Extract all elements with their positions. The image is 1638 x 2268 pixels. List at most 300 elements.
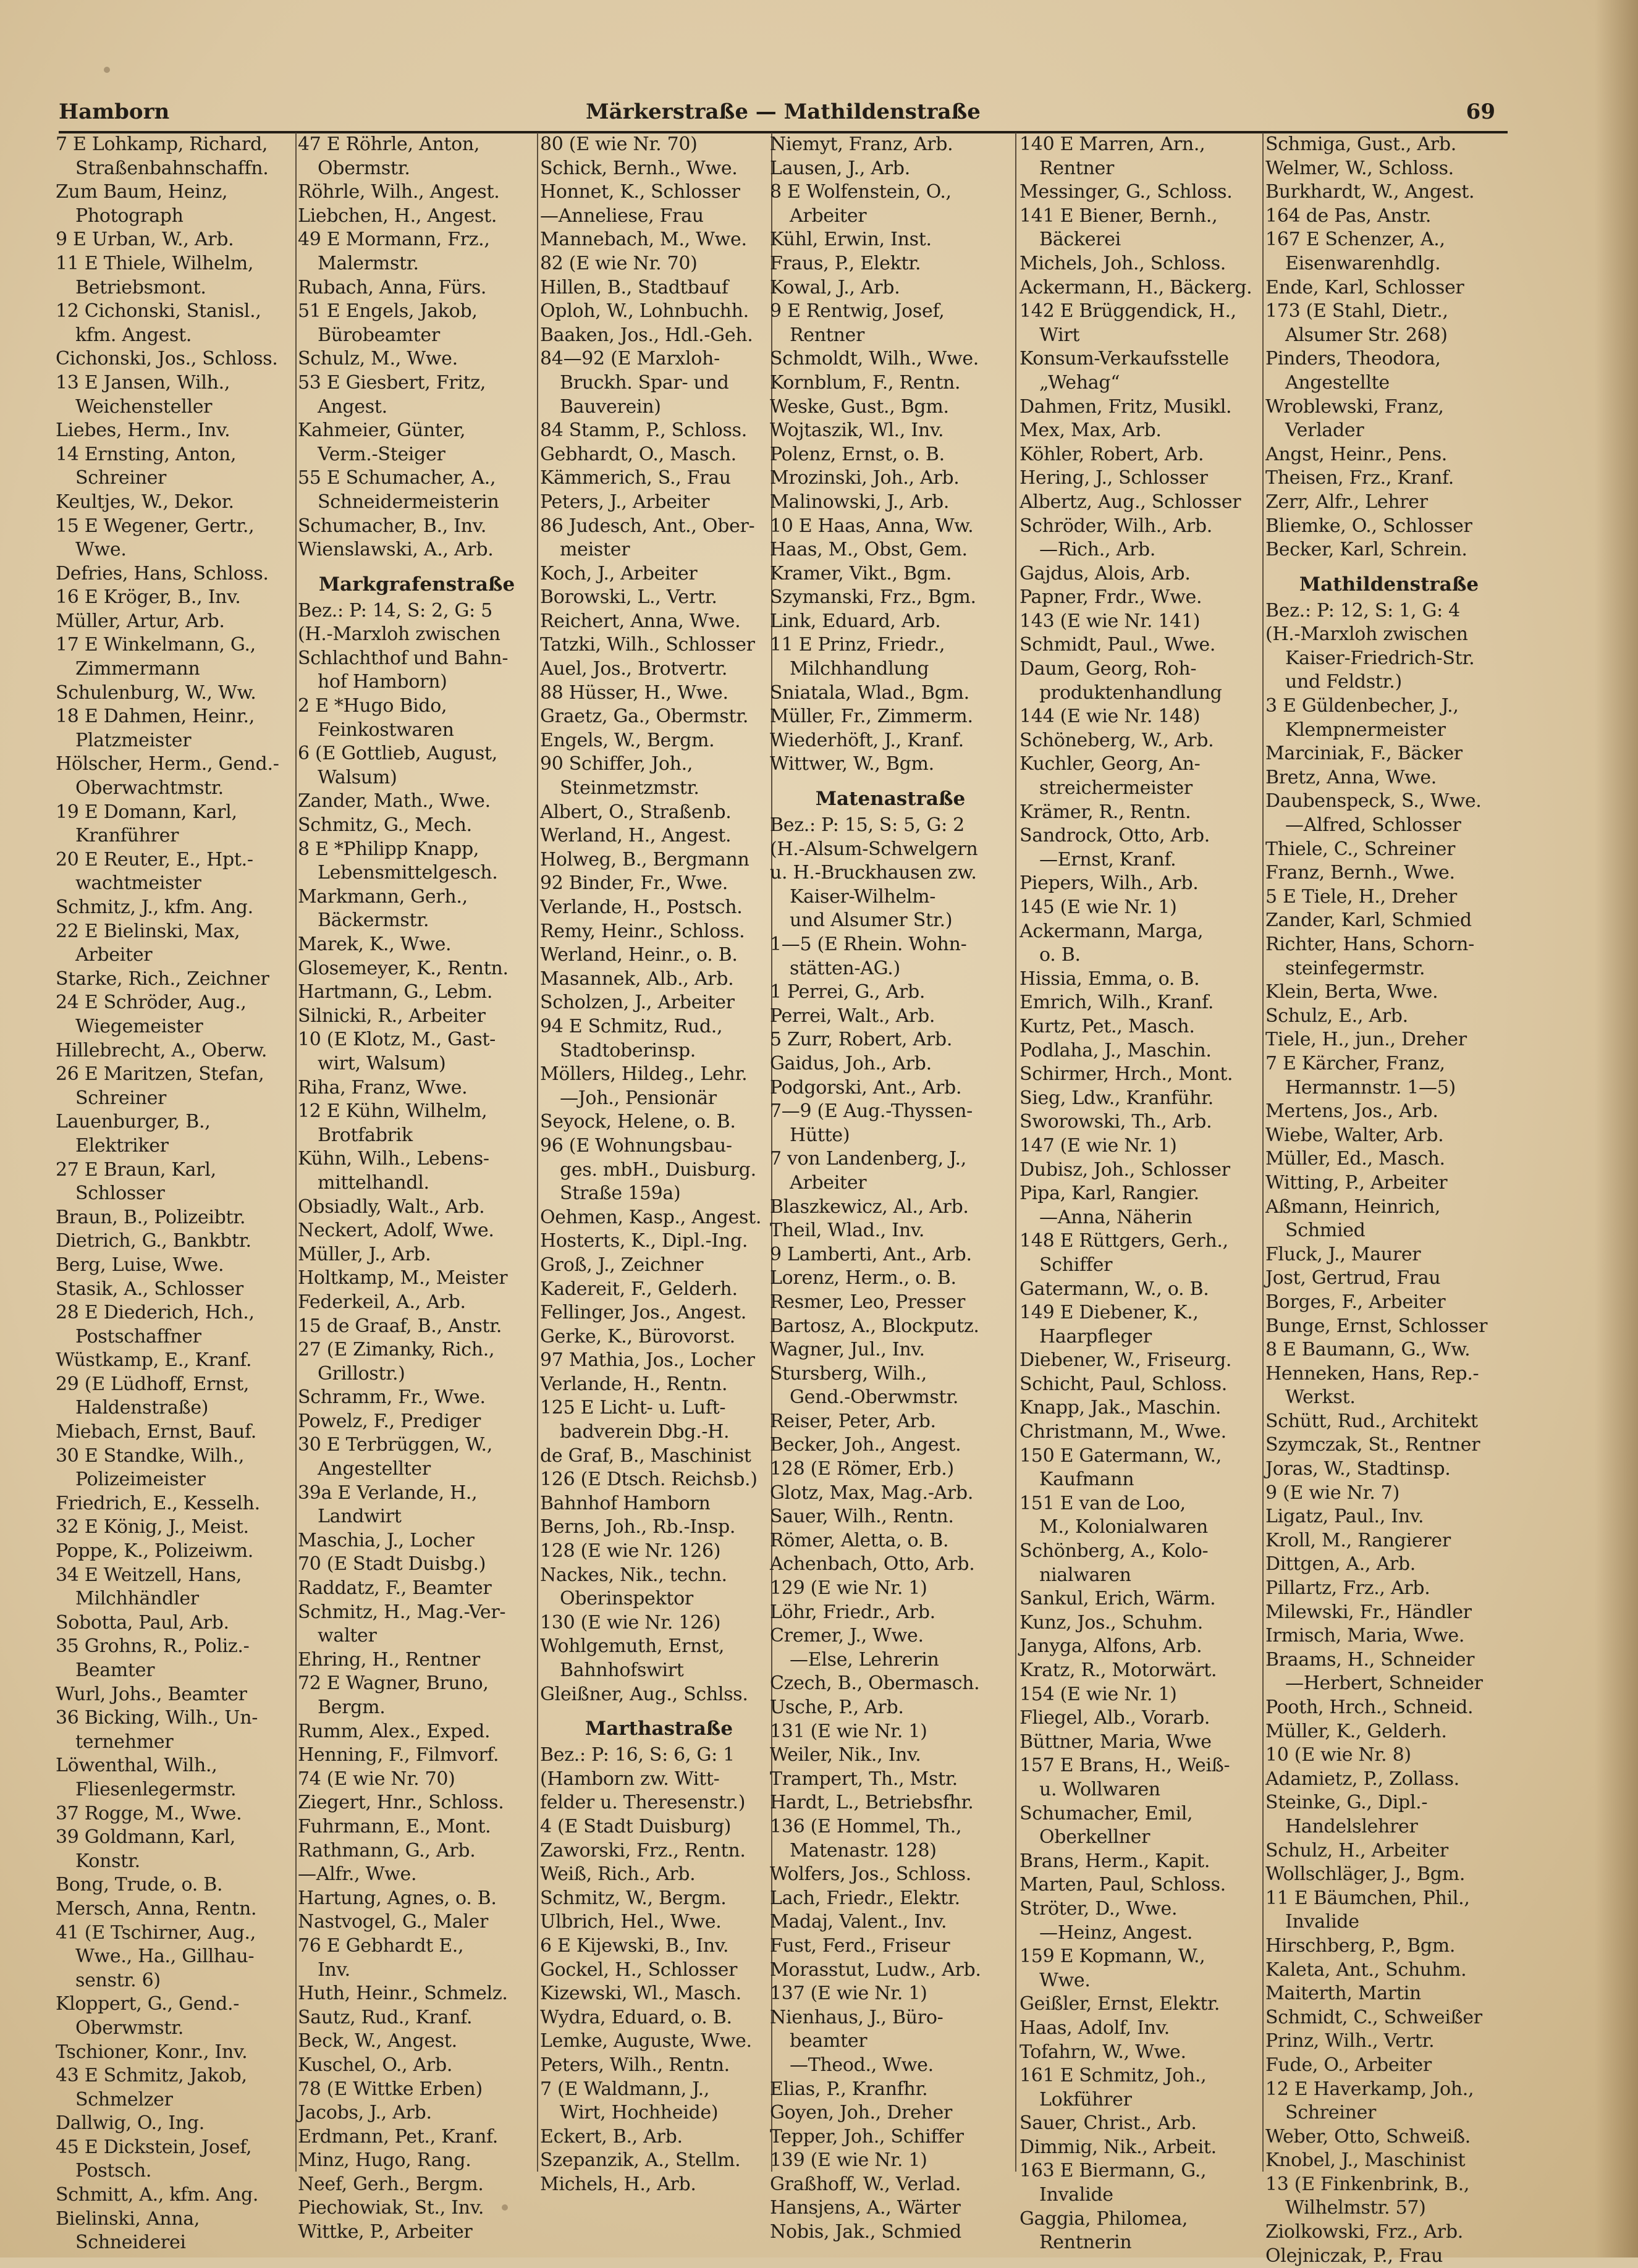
directory-entry: Ende, Karl, Schlosser: [1265, 276, 1464, 298]
entry-continuation: Oberwachtmstr.: [75, 777, 224, 799]
directory-entry: 19 E Domann, Karl,: [56, 801, 237, 823]
directory-entry: 88 Hüsser, H., Wwe.: [540, 681, 728, 704]
directory-entry: Liebes, Herm., Inv.: [56, 419, 230, 442]
page-number: 69: [1466, 99, 1495, 124]
directory-entry: Klein, Berta, Wwe.: [1265, 981, 1438, 1003]
directory-entry: Kahmeier, Günter,: [298, 419, 466, 442]
directory-entry: 28 E Diederich, Hch.,: [56, 1302, 255, 1324]
entry-continuation: wirt, Walsum): [318, 1052, 446, 1074]
directory-entry: Dubisz, Joh., Schlosser: [1020, 1158, 1230, 1181]
directory-entry: Henneken, Hans, Rep.-: [1265, 1362, 1479, 1385]
directory-entry: Gockel, H., Schlosser: [540, 1958, 738, 1981]
column-6: [1265, 133, 1513, 2267]
directory-entry: Konsum-Verkaufsstelle: [1020, 348, 1229, 370]
entry-continuation: —Joh., Pensionär: [560, 1087, 717, 1109]
directory-entry: Weiler, Nik., Inv.: [770, 1744, 921, 1766]
directory-entry: Papner, Frdr., Wwe.: [1020, 586, 1202, 609]
page-edge-shadow: [1595, 0, 1638, 2257]
directory-entry: Bez.: P: 15, S: 5, G: 2: [770, 814, 965, 837]
directory-entry: Graßhoff, W., Verlad.: [770, 2173, 961, 2195]
entry-continuation: nialwaren: [1039, 1564, 1131, 1586]
directory-entry: Dallwig, O., Ing.: [56, 2112, 205, 2135]
directory-entry: Nastvogel, G., Maler: [298, 1911, 489, 1933]
directory-entry: 41 (E Tschirner, Aug.,: [56, 1921, 256, 1944]
street-heading: Matenastraße: [815, 788, 966, 811]
directory-entry: 47 E Röhrle, Anton,: [298, 133, 480, 155]
entry-continuation: Wiegemeister: [75, 1015, 203, 1037]
directory-entry: Stasik, A., Schlosser: [56, 1278, 243, 1300]
directory-entry: Schulz, M., Wwe.: [298, 348, 458, 370]
directory-entry: Steinke, G., Dipl.-: [1265, 1792, 1428, 1814]
directory-entry: Perrei, Walt., Arb.: [770, 1005, 935, 1027]
directory-entry: Röhrle, Wilh., Angest.: [298, 181, 500, 203]
column-2: [298, 133, 536, 2246]
directory-entry: 90 Schiffer, Joh.,: [540, 753, 693, 775]
directory-entry: Gleißner, Aug., Schlss.: [540, 1683, 748, 1705]
directory-entry: Glosemeyer, K., Rentn.: [298, 957, 509, 979]
directory-entry: Löwenthal, Wilh.,: [56, 1755, 217, 1777]
directory-entry: Zander, Math., Wwe.: [298, 790, 491, 812]
directory-entry: Hissia, Emma, o. B.: [1020, 967, 1200, 990]
directory-entry: 126 (E Dtsch. Reichsb.): [540, 1469, 758, 1491]
directory-entry: Nackes, Nik., techn.: [540, 1564, 727, 1586]
directory-entry: 5 E Tiele, H., Dreher: [1265, 885, 1457, 908]
directory-entry: Becker, Karl, Schrein.: [1265, 539, 1467, 561]
directory-entry: 49 E Mormann, Frz.,: [298, 229, 490, 251]
directory-entry: Michels, Joh., Schloss.: [1020, 252, 1226, 274]
entry-continuation: Alsumer Str. 268): [1285, 324, 1448, 346]
directory-entry: 151 E van de Loo,: [1020, 1492, 1186, 1514]
directory-entry: Friedrich, E., Kesselh.: [56, 1492, 260, 1514]
directory-entry: Fust, Ferd., Friseur: [770, 1934, 950, 1957]
entry-continuation: Photograph: [75, 204, 184, 227]
directory-entry: 9 E Rentwig, Josef,: [770, 300, 945, 322]
entry-continuation: Klempnermeister: [1285, 719, 1446, 741]
directory-entry: 30 E Standke, Wilh.,: [56, 1444, 245, 1467]
directory-entry: Berg, Luise, Wwe.: [56, 1254, 224, 1276]
directory-entry: Henning, F., Filmvorf.: [298, 1744, 499, 1766]
entry-continuation: Kaiser-Wilhelm-: [790, 885, 936, 908]
directory-entry: Lorenz, Herm., o. B.: [770, 1267, 956, 1289]
directory-entry: 74 (E wie Nr. 70): [298, 1768, 455, 1790]
directory-entry: Honnet, K., Schlosser: [540, 181, 740, 203]
entry-continuation: Kaiser-Friedrich-Str.: [1285, 647, 1475, 669]
entry-continuation: Schmied: [1285, 1220, 1366, 1242]
directory-entry: Irmisch, Maria, Wwe.: [1265, 1625, 1465, 1647]
column-rule: [1262, 133, 1264, 2172]
directory-entry: Pinders, Theodora,: [1265, 348, 1441, 370]
directory-entry: Michels, H., Arb.: [540, 2173, 696, 2195]
directory-entry: 163 E Biermann, G.,: [1020, 2160, 1207, 2182]
directory-entry: 76 E Gebhardt E.,: [298, 1934, 464, 1957]
directory-entry: 1—5 (E Rhein. Wohn-: [770, 934, 967, 955]
directory-entry: Piechowiak, St., Inv.: [298, 2197, 484, 2219]
directory-entry: 139 (E wie Nr. 1): [770, 2149, 927, 2172]
directory-entry: Defries, Hans, Schloss.: [56, 562, 269, 584]
directory-entry: 34 E Weitzell, Hans,: [56, 1564, 242, 1586]
entry-continuation: Milchhandlung: [790, 658, 929, 680]
column-rule: [537, 133, 538, 2172]
directory-entry: Lach, Friedr., Elektr.: [770, 1887, 960, 1909]
directory-entry: 2 E *Hugo Bido,: [298, 695, 447, 717]
entry-continuation: Hermannstr. 1—5): [1285, 1076, 1456, 1098]
directory-entry: Angst, Heinr., Pens.: [1265, 443, 1448, 465]
directory-entry: Bartosz, A., Blockputz.: [770, 1315, 979, 1337]
directory-entry: Fude, O., Arbeiter: [1265, 2054, 1432, 2076]
entry-continuation: wachtmeister: [75, 872, 201, 895]
entry-continuation: streichermeister: [1039, 777, 1193, 799]
directory-entry: Schmitz, G., Mech.: [298, 814, 472, 837]
column-3: [540, 133, 778, 2246]
directory-entry: Verlande, H., Postsch.: [540, 896, 743, 918]
directory-entry: Fellinger, Jos., Angest.: [540, 1302, 746, 1324]
directory-entry: Auel, Jos., Brotvertr.: [540, 658, 728, 680]
directory-entry: Franz, Bernh., Wwe.: [1265, 862, 1455, 884]
directory-entry: 22 E Bielinski, Max,: [56, 920, 240, 942]
directory-entry: Mannebach, M., Wwe.: [540, 229, 747, 251]
directory-entry: Schmidt, C., Schweißer: [1265, 2006, 1482, 2028]
directory-entry: 84—92 (E Marxloh-: [540, 348, 720, 370]
directory-entry: Braun, B., Polizeibtr.: [56, 1206, 246, 1228]
directory-entry: 97 Mathia, Jos., Locher: [540, 1349, 755, 1372]
directory-entry: 173 (E Stahl, Dietr.,: [1265, 300, 1448, 322]
directory-entry: Bretz, Anna, Wwe.: [1265, 766, 1437, 788]
directory-entry: 13 E Jansen, Wilh.,: [56, 371, 230, 394]
directory-entry: 140 E Marren, Arn.,: [1020, 133, 1205, 155]
entry-continuation: Elektriker: [75, 1134, 169, 1157]
directory-entry: Kratz, R., Motorwärt.: [1020, 1659, 1217, 1681]
directory-entry: Weiß, Rich., Arb.: [540, 1863, 696, 1886]
directory-entry: Fluck, J., Maurer: [1265, 1243, 1421, 1265]
entry-continuation: Bergm.: [318, 1697, 386, 1718]
entry-continuation: Arbeiter: [75, 944, 153, 966]
directory-entry: Hering, J., Schlosser: [1020, 467, 1208, 489]
directory-entry: 157 E Brans, H., Weiß-: [1020, 1755, 1230, 1777]
directory-entry: de Graf, B., Maschinist: [540, 1444, 751, 1467]
directory-entry: Werland, Heinr., o. B.: [540, 944, 738, 966]
entry-continuation: Wwe.: [1039, 1969, 1091, 1991]
directory-entry: 26 E Maritzen, Stefan,: [56, 1063, 264, 1086]
directory-entry: Gatermann, W., o. B.: [1020, 1278, 1209, 1300]
directory-entry: Bez.: P: 16, S: 6, G: 1: [540, 1744, 735, 1766]
entry-continuation: ges. mbH., Duisburg.: [560, 1158, 756, 1181]
directory-entry: felder u. Theresenstr.): [540, 1792, 746, 1814]
directory-entry: Haas, M., Obst, Gem.: [770, 539, 968, 561]
directory-entry: Mertens, Jos., Arb.: [1265, 1100, 1438, 1123]
directory-entry: Köhler, Robert, Arb.: [1020, 443, 1204, 465]
directory-entry: Löhr, Friedr., Arb.: [770, 1601, 935, 1623]
directory-entry: Ligatz, Paul., Inv.: [1265, 1506, 1424, 1528]
directory-entry: Holtkamp, M., Meister: [298, 1267, 508, 1289]
entry-continuation: Arbeiter: [790, 204, 867, 227]
directory-entry: Dietrich, G., Bankbtr.: [56, 1230, 251, 1252]
directory-entry: Sauer, Christ., Arb.: [1020, 2112, 1197, 2135]
entry-continuation: Bürobeamter: [318, 324, 440, 346]
directory-entry: Peters, J., Arbeiter: [540, 491, 710, 513]
directory-entry: Kloppert, G., Gend.-: [56, 1993, 240, 2015]
directory-entry: 53 E Giesbert, Fritz,: [298, 371, 486, 394]
directory-entry: Ackermann, Marga,: [1020, 920, 1204, 942]
directory-entry: 167 E Schenzer, A.,: [1265, 229, 1445, 251]
entry-continuation: mittelhandl.: [318, 1171, 429, 1194]
directory-entry: Kämmerich, S., Frau: [540, 467, 731, 489]
directory-entry: Raddatz, F., Beamter: [298, 1577, 492, 1600]
directory-entry: Zander, Karl, Schmied: [1265, 909, 1472, 932]
directory-entry: Kadereit, F., Gelderh.: [540, 1278, 738, 1300]
directory-entry: Schick, Bernh., Wwe.: [540, 157, 738, 179]
directory-entry: 148 E Rüttgers, Gerh.,: [1020, 1230, 1228, 1252]
entry-continuation: Schreiner: [75, 1087, 167, 1109]
directory-entry: Theisen, Frz., Kranf.: [1265, 467, 1454, 489]
directory-entry: 11 E Thiele, Wilhelm,: [56, 252, 254, 274]
directory-entry: Ackermann, H., Bäckerg.: [1020, 276, 1252, 298]
directory-entry: Müller, Ed., Masch.: [1265, 1148, 1445, 1170]
directory-entry: Wurl, Johs., Beamter: [56, 1683, 247, 1705]
directory-entry: Pooth, Hrch., Schneid.: [1265, 1697, 1474, 1718]
entry-continuation: Betriebsmont.: [75, 276, 206, 298]
directory-entry: Goyen, Joh., Dreher: [770, 2102, 953, 2124]
directory-entry: Borges, F., Arbeiter: [1265, 1291, 1446, 1313]
directory-entry: Bez.: P: 12, S: 1, G: 4: [1265, 599, 1460, 622]
directory-entry: Neef, Gerh., Bergm.: [298, 2173, 484, 2195]
directory-entry: Burkhardt, W., Angest.: [1265, 181, 1475, 203]
directory-entry: Gerke, K., Bürovorst.: [540, 1325, 735, 1347]
directory-entry: 1 Perrei, G., Arb.: [770, 981, 926, 1003]
directory-entry: 18 E Dahmen, Heinr.,: [56, 706, 255, 728]
directory-entry: 36 Bicking, Wilh., Un-: [56, 1707, 258, 1729]
directory-entry: Tepper, Joh., Schiffer: [770, 2125, 964, 2148]
directory-entry: Möllers, Hildeg., Lehr.: [540, 1063, 748, 1086]
directory-entry: Malinowski, J., Arb.: [770, 491, 950, 513]
directory-entry: Kuschel, O., Arb.: [298, 2054, 453, 2076]
directory-entry: Niemyt, Franz, Arb.: [770, 133, 953, 155]
directory-entry: Nienhaus, J., Büro-: [770, 2006, 944, 2028]
entry-continuation: Postschaffner: [75, 1325, 201, 1347]
directory-entry: Jost, Gertrud, Frau: [1265, 1267, 1441, 1289]
directory-entry: Hillen, B., Stadtbauf: [540, 276, 728, 298]
directory-entry: Rumm, Alex., Exped.: [298, 1720, 491, 1742]
directory-entry: 80 (E wie Nr. 70): [540, 133, 698, 155]
directory-entry: 8 E *Philipp Knapp,: [298, 838, 479, 860]
entry-continuation: Rentnerin: [1039, 2232, 1132, 2254]
directory-entry: Nobis, Jak., Schmied: [770, 2221, 961, 2243]
directory-entry: Olejniczak, P., Frau: [1265, 2245, 1443, 2267]
entry-continuation: Bauverein): [560, 395, 661, 418]
directory-entry: 96 (E Wohnungsbau-: [540, 1134, 732, 1157]
directory-entry: (H.-Marxloh zwischen: [1265, 623, 1468, 646]
entry-continuation: Steinmetzmstr.: [560, 777, 699, 799]
directory-entry: Schicht, Paul, Schloss.: [1020, 1373, 1227, 1395]
directory-entry: 13 (E Finkenbrink, B.,: [1265, 2173, 1470, 2195]
directory-entry: Bielinski, Anna,: [56, 2207, 200, 2230]
directory-entry: Aßmann, Heinrich,: [1265, 1195, 1441, 1218]
directory-entry: Wolfers, Jos., Schloss.: [770, 1863, 971, 1886]
directory-entry: Theil, Wlad., Inv.: [770, 1220, 925, 1242]
directory-entry: Becker, Joh., Angest.: [770, 1434, 961, 1456]
directory-entry: Wroblewski, Franz,: [1265, 395, 1444, 418]
directory-entry: Trampert, Th., Mstr.: [770, 1768, 958, 1790]
directory-entry: Wagner, Jul., Inv.: [770, 1339, 925, 1361]
directory-entry: 164 de Pas, Anstr.: [1265, 204, 1432, 227]
directory-entry: 7—9 (E Aug.-Thyssen-: [770, 1100, 973, 1123]
entry-continuation: Grillostr.): [318, 1362, 405, 1385]
entry-continuation: Obermstr.: [318, 157, 410, 179]
directory-entry: Maschia, J., Locher: [298, 1529, 475, 1551]
directory-entry: Kowal, J., Arb.: [770, 276, 900, 298]
directory-entry: Kurtz, Pet., Masch.: [1020, 1015, 1195, 1037]
entry-continuation: Lebensmittelgesch.: [318, 862, 498, 884]
directory-entry: Usche, P., Arb.: [770, 1697, 904, 1718]
directory-entry: 15 de Graaf, B., Anstr.: [298, 1315, 502, 1337]
directory-entry: Wittwer, W., Bgm.: [770, 753, 934, 775]
directory-entry: Miebach, Ernst, Bauf.: [56, 1421, 256, 1443]
directory-entry: Wohlgemuth, Ernst,: [540, 1635, 725, 1658]
directory-entry: Emrich, Wilh., Kranf.: [1020, 992, 1214, 1014]
directory-entry: 27 E Braun, Karl,: [56, 1158, 216, 1181]
directory-entry: Podgorski, Ant., Arb.: [770, 1076, 962, 1098]
directory-entry: Schulz, E., Arb.: [1265, 1005, 1408, 1027]
directory-entry: Keultjes, W., Dekor.: [56, 491, 234, 513]
directory-entry: Tatzki, Wilh., Schlosser: [540, 634, 755, 656]
directory-entry: Wüstkamp, E., Kranf.: [56, 1349, 252, 1372]
street-heading: Markgrafenstraße: [318, 573, 515, 596]
directory-entry: 12 E Haverkamp, Joh.,: [1265, 2078, 1474, 2100]
directory-entry: Kroll, M., Rangierer: [1265, 1529, 1451, 1551]
directory-entry: 78 (E Wittke Erben): [298, 2078, 483, 2100]
entry-continuation: Wirt, Hochheide): [560, 2102, 719, 2124]
directory-entry: Schmitz, H., Mag.-Ver-: [298, 1601, 506, 1623]
directory-entry: Schlachthof und Bahn-: [298, 647, 509, 669]
directory-entry: Lausen, J., Arb.: [770, 157, 910, 179]
directory-entry: 6 (E Gottlieb, August,: [298, 743, 498, 765]
entry-continuation: —Anna, Näherin: [1039, 1206, 1193, 1228]
entry-continuation: Landwirt: [318, 1506, 402, 1528]
directory-entry: Witting, P., Arbeiter: [1265, 1171, 1448, 1194]
directory-entry: Diebener, W., Friseurg.: [1020, 1349, 1232, 1372]
directory-entry: Obsiadly, Walt., Arb.: [298, 1195, 485, 1218]
directory-entry: Czech, B., Obermasch.: [770, 1672, 980, 1695]
directory-entry: Hartmann, G., Lebm.: [298, 981, 493, 1003]
entry-continuation: Bruckh. Spar- und: [560, 371, 729, 394]
directory-entry: Janyga, Alfons, Arb.: [1020, 1635, 1202, 1658]
directory-entry: Lemke, Auguste, Wwe.: [540, 2030, 752, 2052]
directory-entry: Weske, Gust., Bgm.: [770, 395, 949, 418]
directory-entry: 159 E Kopmann, W.,: [1020, 1946, 1205, 1968]
directory-entry: Reichert, Anna, Wwe.: [540, 610, 741, 632]
entry-continuation: Bäckerei: [1039, 229, 1121, 251]
directory-entry: 5 Zurr, Robert, Arb.: [770, 1029, 953, 1051]
directory-entry: Albert, O., Straßenb.: [540, 801, 732, 823]
directory-entry: 128 (E Römer, Erb.): [770, 1458, 954, 1480]
directory-entry: Schmoldt, Wilh., Wwe.: [770, 348, 979, 370]
entry-continuation: Milchhändler: [75, 1588, 199, 1610]
entry-continuation: Schlosser: [75, 1182, 165, 1205]
entry-continuation: Weichensteller: [75, 395, 213, 418]
directory-entry: 131 (E wie Nr. 1): [770, 1720, 927, 1742]
directory-entry: 9 (E wie Nr. 7): [1265, 1482, 1399, 1504]
directory-entry: Piepers, Wilh., Arb.: [1020, 872, 1199, 895]
entry-continuation: Arbeiter: [790, 1171, 867, 1194]
directory-entry: Blaszkewicz, Al., Arb.: [770, 1195, 969, 1218]
directory-entry: 51 E Engels, Jakob,: [298, 300, 478, 322]
directory-entry: Zerr, Alfr., Lehrer: [1265, 491, 1428, 513]
directory-entry: Silnicki, R., Arbeiter: [298, 1005, 486, 1027]
directory-entry: 145 (E wie Nr. 1): [1020, 896, 1177, 918]
directory-entry: Wydra, Eduard, o. B.: [540, 2006, 732, 2028]
directory-entry: 16 E Kröger, B., Inv.: [56, 586, 241, 609]
directory-entry: Bez.: P: 14, S: 2, G: 5: [298, 599, 492, 622]
directory-entry: 128 (E wie Nr. 126): [540, 1540, 721, 1562]
directory-entry: Daum, Georg, Roh-: [1020, 658, 1197, 680]
directory-entry: 150 E Gatermann, W.,: [1020, 1444, 1222, 1467]
directory-entry: Christmann, M., Wwe.: [1020, 1421, 1226, 1443]
directory-entry: Bunge, Ernst, Schlosser: [1265, 1315, 1488, 1337]
directory-entry: Elias, P., Kranfhr.: [770, 2078, 928, 2100]
directory-entry: Messinger, G., Schloss.: [1020, 181, 1233, 203]
directory-entry: Haas, Adolf, Inv.: [1020, 2017, 1170, 2039]
directory-entry: 147 (E wie Nr. 1): [1020, 1134, 1177, 1157]
directory-entry: Federkeil, A., Arb.: [298, 1291, 466, 1313]
directory-entry: Sandrock, Otto, Arb.: [1020, 825, 1210, 847]
directory-entry: Jacobs, J., Arb.: [298, 2102, 432, 2124]
directory-entry: Bong, Trude, o. B.: [56, 1874, 223, 1896]
directory-entry: Szepanzik, A., Stellm.: [540, 2149, 741, 2172]
directory-entry: Müller, K., Gelderh.: [1265, 1720, 1447, 1742]
directory-entry: u. H.-Bruckhausen zw.: [770, 862, 977, 884]
directory-entry: Neckert, Adolf, Wwe.: [298, 1220, 494, 1242]
directory-entry: 136 (E Hommel, Th.,: [770, 1815, 962, 1837]
entry-continuation: Kaufmann: [1039, 1469, 1134, 1491]
directory-entry: Cremer, J., Wwe.: [770, 1625, 924, 1647]
directory-entry: Hillebrecht, A., Oberw.: [56, 1039, 268, 1061]
directory-entry: 137 (E wie Nr. 1): [770, 1983, 927, 2005]
entry-continuation: und Feldstr.): [1285, 671, 1402, 693]
directory-entry: Groß, J., Zeichner: [540, 1254, 704, 1276]
entry-continuation: Handelslehrer: [1285, 1815, 1418, 1837]
directory-entry: Kühn, Wilh., Lebens-: [298, 1148, 489, 1170]
directory-entry: Oploh, W., Lohnbuchh.: [540, 300, 749, 322]
entry-continuation: Beamter: [75, 1659, 155, 1681]
entry-continuation: Rentner: [1039, 157, 1115, 179]
entry-continuation: Straßenbahnschaffn.: [75, 157, 269, 179]
directory-entry: 94 E Schmitz, Rud.,: [540, 1015, 723, 1037]
directory-entry: Szymczak, St., Rentner: [1265, 1434, 1480, 1456]
directory-entry: 72 E Wagner, Bruno,: [298, 1672, 489, 1695]
entry-continuation: Hütte): [790, 1124, 850, 1146]
entry-continuation: Verlader: [1285, 419, 1364, 442]
directory-entry: Hölscher, Herm., Gend.-: [56, 753, 279, 775]
directory-entry: 55 E Schumacher, A.,: [298, 467, 496, 489]
directory-entry: Ziegert, Hnr., Schloss.: [298, 1792, 504, 1814]
directory-entry: 10 (E wie Nr. 8): [1265, 1744, 1411, 1766]
directory-entry: 12 E Kühn, Wilhelm,: [298, 1100, 488, 1123]
directory-entry: Joras, W., Stadtinsp.: [1265, 1458, 1451, 1480]
directory-entry: Cichonski, Jos., Schloss.: [56, 348, 278, 370]
directory-entry: Wojtaszik, Wl., Inv.: [770, 419, 944, 442]
directory-entry: Berns, Joh., Rb.-Insp.: [540, 1516, 736, 1538]
entry-continuation: senstr. 6): [75, 1969, 161, 1991]
directory-entry: Eckert, B., Arb.: [540, 2125, 683, 2148]
entry-continuation: Oberwmstr.: [75, 2017, 184, 2039]
directory-entry: 20 E Reuter, E., Hpt.-: [56, 848, 253, 871]
entry-continuation: „Wehag“: [1039, 371, 1120, 394]
directory-entry: Gajdus, Alois, Arb.: [1020, 562, 1191, 584]
directory-entry: 86 Judesch, Ant., Ober-: [540, 515, 755, 537]
directory-entry: 9 Lamberti, Ant., Arb.: [770, 1243, 972, 1265]
directory-entry: Braams, H., Schneider: [1265, 1648, 1475, 1671]
entry-continuation: o. B.: [1039, 944, 1081, 966]
directory-entry: Polenz, Ernst, o. B.: [770, 443, 945, 465]
